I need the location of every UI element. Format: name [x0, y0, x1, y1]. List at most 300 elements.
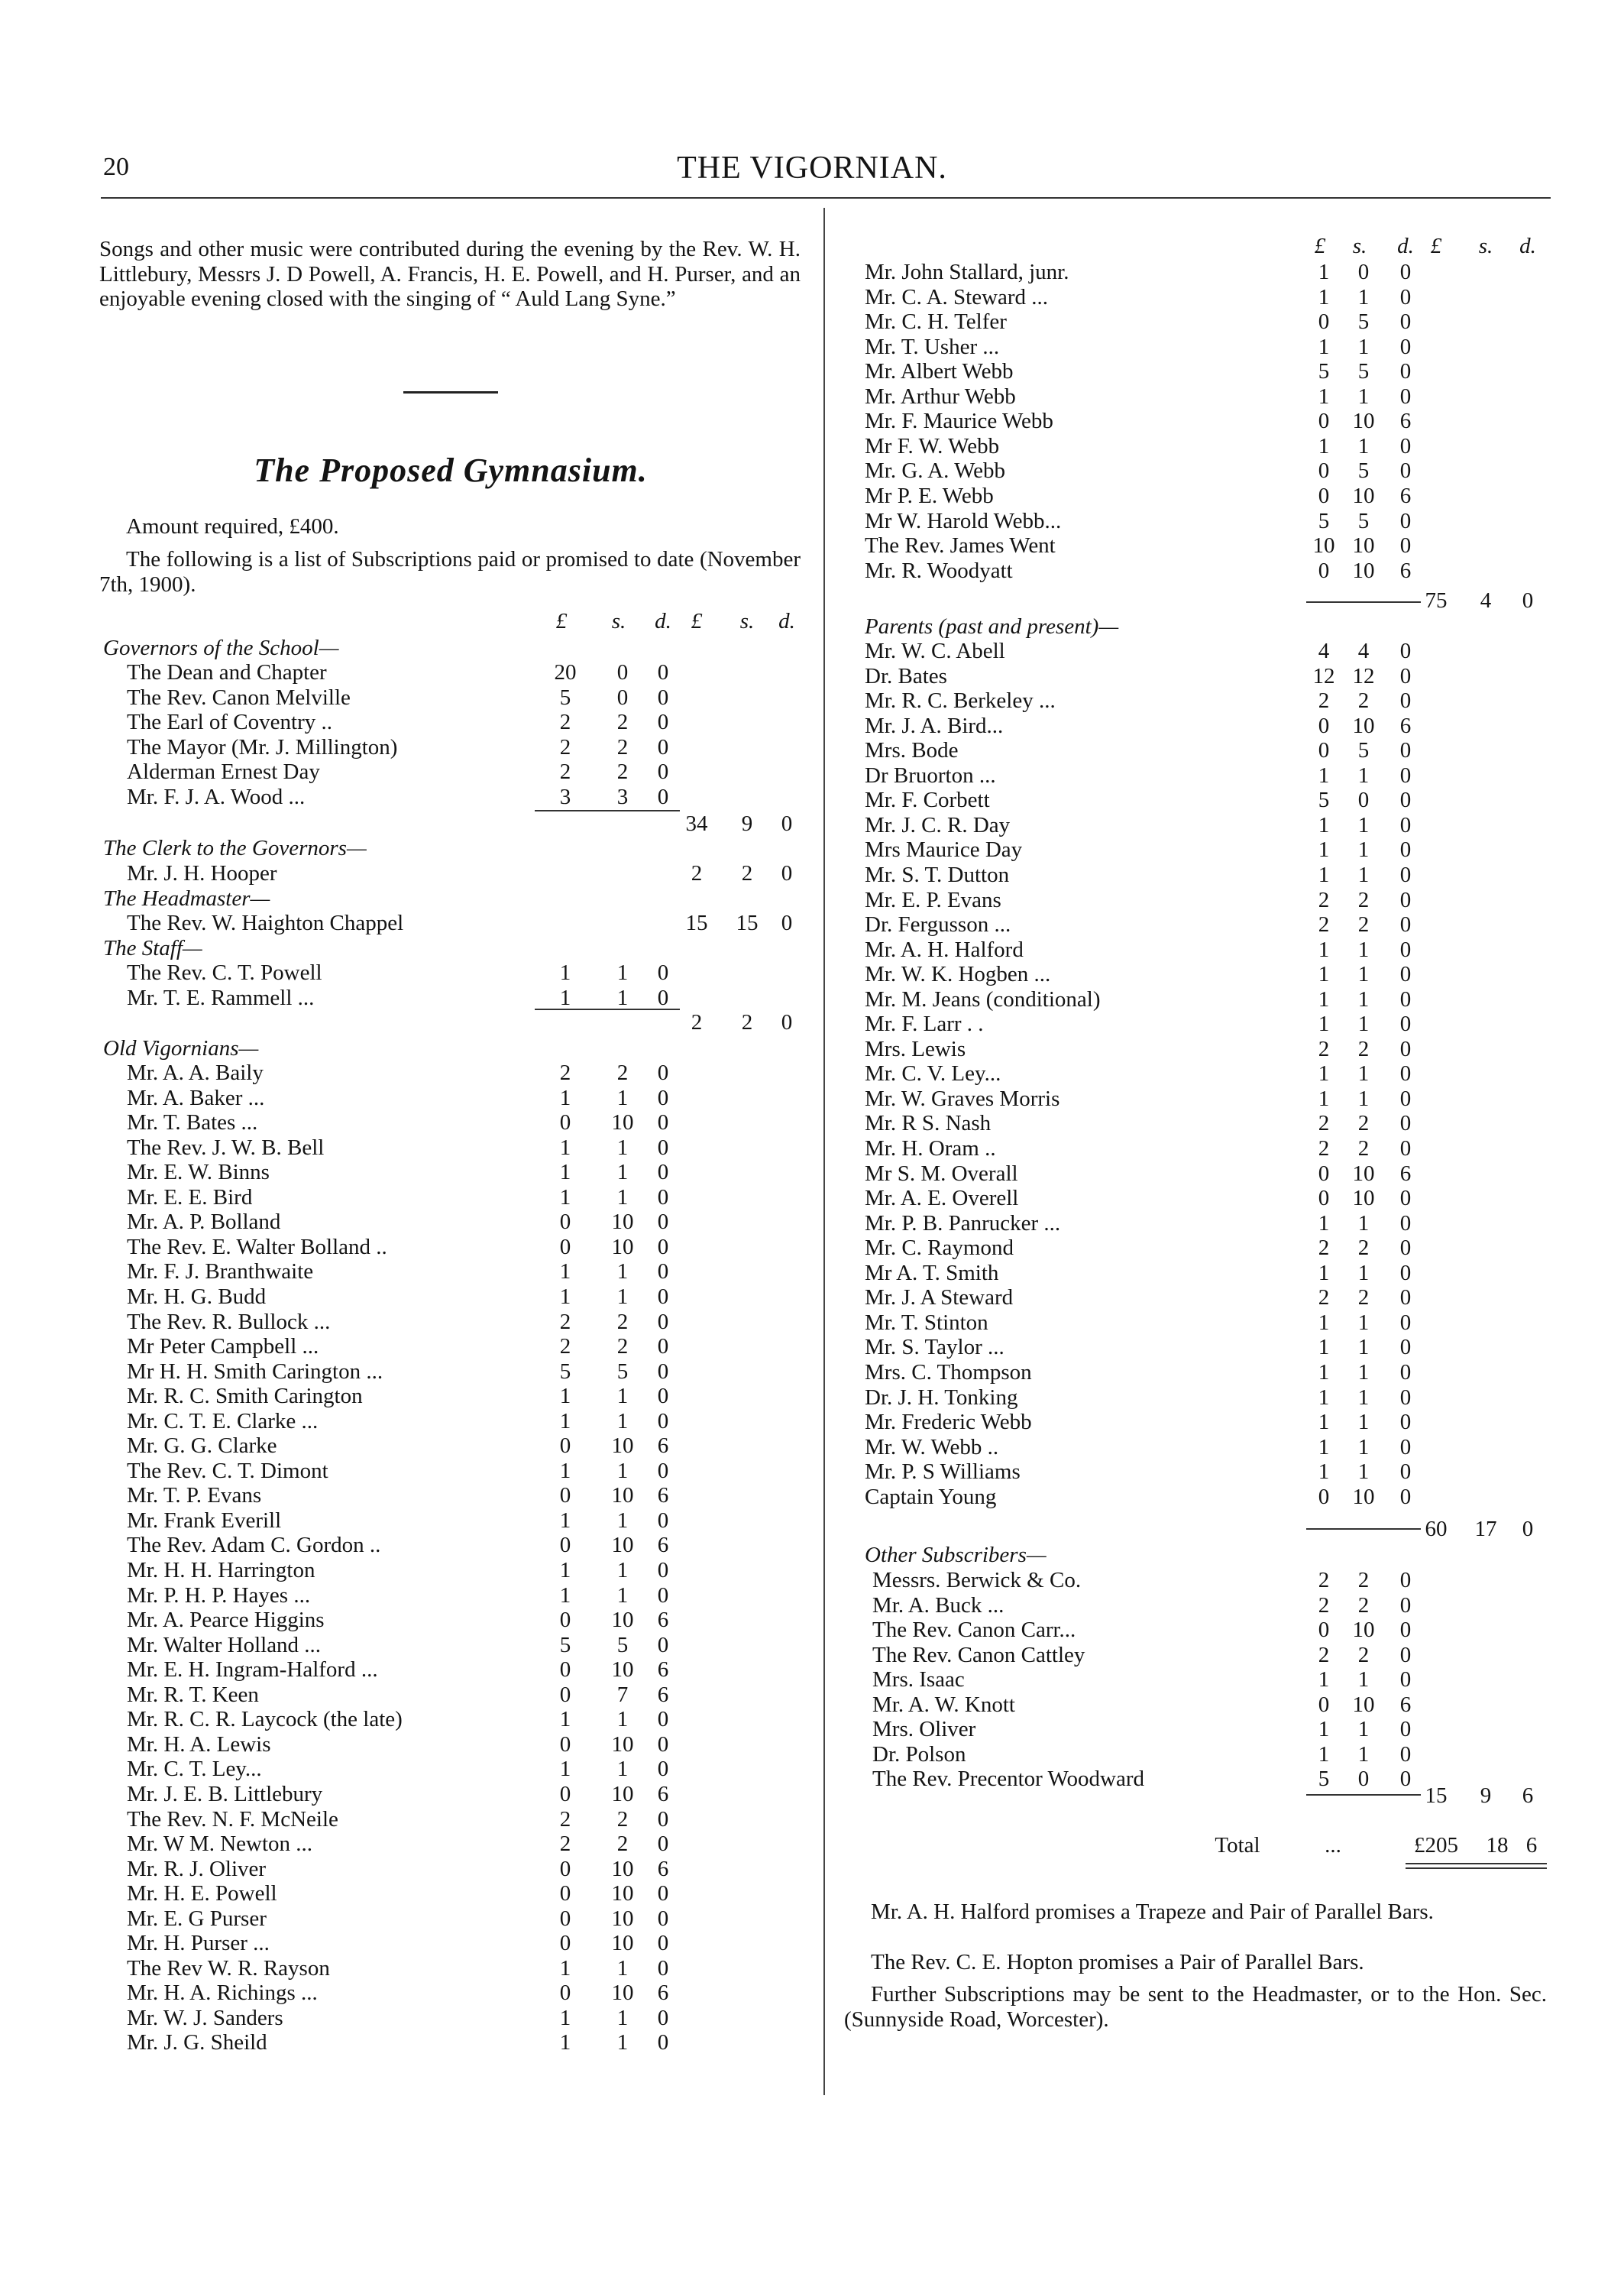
subscriber-name: Captain Young	[865, 1484, 997, 1509]
pounds-value: 1	[1318, 284, 1330, 309]
subscription-row	[127, 1683, 717, 1707]
subscription-row	[872, 1568, 1444, 1592]
shillings-value: 10	[611, 1433, 634, 1459]
pence-value: 0	[657, 1135, 669, 1160]
pounds-value: 1	[559, 2030, 571, 2055]
shillings-value: 1	[1357, 837, 1370, 863]
pounds-value: 1	[559, 960, 571, 985]
subscription-row	[127, 1981, 717, 2005]
grand-total-pounds: £205	[1414, 1833, 1458, 1858]
subscriber-name: Mr. A. P. Bolland	[127, 1210, 281, 1235]
pence-value: 0	[1399, 812, 1412, 837]
shillings-value: 10	[1352, 1618, 1375, 1643]
shillings-value: 5	[1357, 738, 1370, 763]
subscriber-name: Mr. F. Maurice Webb	[865, 409, 1053, 434]
shillings-value: 1	[616, 1558, 629, 1582]
pounds-value: 1	[559, 1757, 571, 1782]
subscription-row	[865, 1435, 1436, 1459]
subscriber-name: Mr. G. A. Webb	[865, 458, 1006, 484]
pence-value: 0	[1399, 639, 1412, 663]
shillings-value: 0	[616, 660, 629, 685]
subscriber-name: Mr. W. K. Hogben ...	[865, 962, 1051, 987]
subscription-row	[127, 1483, 717, 1508]
pence-header: d.	[1519, 234, 1536, 258]
shillings-value: 5	[1357, 309, 1370, 335]
subscription-row	[865, 664, 1436, 688]
shillings-value: 10	[611, 1731, 634, 1757]
pence-value: 0	[1399, 763, 1412, 788]
shillings-value: 10	[1352, 1692, 1375, 1717]
subscriber-name: The Rev. R. Bullock ...	[127, 1309, 331, 1334]
pounds-value: 0	[559, 1210, 571, 1235]
pence-value: 0	[657, 1234, 669, 1259]
pence-value: 0	[657, 2030, 669, 2055]
shillings-value: 1	[1357, 812, 1370, 837]
pounds-value: 2	[1318, 912, 1330, 938]
subscriber-name: Mr. E. H. Ingram-Halford ...	[127, 1657, 378, 1683]
subscriber-name: Mr. C. A. Steward ...	[865, 284, 1049, 309]
grand-total-shillings: 18	[1486, 1833, 1509, 1858]
shillings-value: 1	[616, 1757, 629, 1782]
pence-value: 0	[1399, 1260, 1412, 1285]
pounds-value: 2	[559, 1061, 571, 1085]
pence-value: 0	[657, 1384, 669, 1409]
subscriber-name: Alderman Ernest Day	[127, 760, 320, 785]
pence-value: 0	[1399, 284, 1412, 309]
total-shillings: 9	[741, 811, 753, 836]
pounds-value: 0	[559, 1856, 571, 1881]
subscriber-name: The Rev. E. Walter Bolland ..	[127, 1234, 387, 1259]
pence-value: 0	[1399, 862, 1412, 887]
group-heading: Parents (past and present)—	[865, 614, 1119, 639]
pence-value: 0	[1399, 1642, 1412, 1667]
shillings-value: 0	[1357, 260, 1370, 284]
shillings-value: 10	[611, 1906, 634, 1931]
pounds-value: 0	[1318, 309, 1330, 335]
pence-value: 0	[657, 1408, 669, 1433]
subscriber-name: Mr. H. Oram ..	[865, 1136, 996, 1161]
subscription-row	[127, 1633, 717, 1657]
total-pence: 0	[781, 811, 793, 836]
subscription-row	[865, 1211, 1436, 1236]
pounds-value: 5	[1318, 508, 1330, 533]
subscription-row	[127, 960, 717, 985]
pounds-value: 1	[559, 2005, 571, 2030]
pence-value: 6	[657, 1657, 669, 1683]
pence-value: 0	[1399, 1385, 1412, 1410]
total-pence: 6	[1522, 1783, 1534, 1808]
pence-value: 0	[657, 1632, 669, 1657]
subscription-row	[127, 1185, 717, 1210]
subscription-row	[865, 509, 1436, 533]
pence-value: 0	[1399, 384, 1412, 409]
subscriber-name: Mr. P. B. Panrucker ...	[865, 1210, 1061, 1236]
shilling-header: s.	[1478, 234, 1493, 258]
pounds-value: 0	[1318, 1186, 1330, 1211]
subscriber-name: Mr. T. Usher ...	[865, 334, 1000, 359]
subscription-row	[865, 1285, 1436, 1310]
shillings-value: 10	[611, 1657, 634, 1683]
pence-value: 0	[1399, 1484, 1412, 1509]
subscriber-name: Mr. E. P. Evans	[865, 887, 1001, 912]
shillings-value: 0	[1357, 1767, 1370, 1792]
pounds-value: 5	[1318, 359, 1330, 384]
total-pounds: 34	[685, 811, 708, 836]
subscription-row	[865, 434, 1436, 458]
subscriber-name: The Rev. Precentor Woodward	[872, 1767, 1145, 1792]
pence-value: 6	[657, 1682, 669, 1707]
subscriber-name: Mr. W. C. Abell	[865, 639, 1005, 663]
pence-value: 0	[1399, 688, 1412, 714]
pence-value: 6	[657, 1483, 669, 1508]
subscription-row	[127, 986, 717, 1010]
subscriber-name: Mr. E. E. Bird	[127, 1184, 253, 1210]
shillings-value: 2	[616, 1806, 629, 1832]
subscriber-name: Dr. Fergusson ...	[865, 912, 1011, 938]
shillings-value: 1	[1357, 284, 1370, 309]
pence-value: 0	[657, 1806, 669, 1832]
shillings-value: 1	[1357, 986, 1370, 1012]
shillings-value: 1	[1357, 1359, 1370, 1385]
shillings-value: 1	[616, 2030, 629, 2055]
pounds-value: 5	[559, 685, 571, 710]
pence-value: 0	[1399, 738, 1412, 763]
subscriber-name: Mr. E. G Purser	[127, 1906, 267, 1931]
subscription-row	[127, 1583, 717, 1608]
closing-note: The Rev. C. E. Hopton promises a Pair of Parallel Bars.	[871, 1950, 1364, 1974]
pence-value: 6	[1399, 483, 1412, 508]
pounds-value: 2	[1318, 1236, 1330, 1261]
shillings-value: 2	[1357, 1111, 1370, 1136]
shillings-value: 1	[1357, 1385, 1370, 1410]
subscription-row	[865, 987, 1436, 1012]
shillings-value: 10	[611, 1234, 634, 1259]
pounds-value: 2	[559, 1309, 571, 1334]
subscription-row	[865, 888, 1436, 912]
subscriber-name: The Rev. James Went	[865, 533, 1056, 559]
shillings-value: 5	[1357, 359, 1370, 384]
subscription-row	[865, 1037, 1436, 1061]
subscriber-name: Mr. R. C. R. Laycock (the late)	[127, 1707, 403, 1732]
subscription-row	[127, 1359, 717, 1384]
shillings-value: 1	[1357, 1667, 1370, 1692]
subscription-row	[872, 1717, 1444, 1741]
subscription-row	[127, 785, 717, 809]
shillings-value: 10	[611, 1981, 634, 2006]
pounds-value: 2	[1318, 887, 1330, 912]
subscriber-name: Mr. P. H. P. Hayes ...	[127, 1582, 311, 1608]
subscriber-name: Mr. T. P. Evans	[127, 1483, 262, 1508]
pence-value: 0	[1399, 1236, 1412, 1261]
subscription-row	[865, 260, 1436, 284]
shillings-value: 10	[1352, 713, 1375, 738]
column-divider	[823, 208, 825, 2095]
subscriber-name: Mr. Frank Everill	[127, 1508, 282, 1533]
shillings-value: 1	[616, 1458, 629, 1483]
pounds-value: 0	[559, 1981, 571, 2006]
pounds-value: 1	[1318, 1385, 1330, 1410]
subscription-row	[127, 1384, 717, 1408]
shillings-value: 1	[1357, 433, 1370, 458]
subscriber-name: The Rev W. R. Rayson	[127, 1955, 330, 1981]
subscriber-name: Mrs. Bode	[865, 738, 959, 763]
pence-value: 0	[1399, 937, 1412, 962]
subscription-row	[865, 335, 1436, 359]
subscriber-name: Mr. J. C. R. Day	[865, 812, 1011, 837]
subscriber-name: Dr. Polson	[872, 1741, 966, 1767]
shillings-value: 2	[616, 1334, 629, 1359]
pounds-value: 1	[559, 1284, 571, 1309]
subscriber-name: The Rev. Canon Carr...	[872, 1618, 1076, 1643]
shillings-value: 2	[1357, 887, 1370, 912]
subscription-row	[865, 384, 1436, 409]
pence-header: d.	[1397, 234, 1414, 258]
pence-value: 0	[1399, 359, 1412, 384]
subscription-row	[127, 1334, 717, 1359]
subscriber-name: Mr. John Stallard, junr.	[865, 260, 1069, 284]
total-shillings: 2	[741, 1010, 753, 1035]
shillings-value: 12	[1352, 663, 1375, 688]
group-heading: The Staff—	[103, 936, 202, 960]
shillings-value: 5	[616, 1632, 629, 1657]
subscriber-name: Mr. F. J. Branthwaite	[127, 1259, 314, 1284]
subscription-row	[865, 458, 1436, 483]
group-heading: Other Subscribers—	[865, 1543, 1047, 1567]
total-label: Total	[1215, 1833, 1260, 1858]
subscription-row	[865, 813, 1436, 837]
shillings-value: 1	[616, 960, 629, 985]
subscription-row	[127, 1931, 717, 1955]
shillings-value: 1	[1357, 1434, 1370, 1459]
subscription-row	[127, 685, 717, 710]
subscription-row	[865, 1459, 1436, 1484]
shillings-value: 1	[616, 985, 629, 1010]
shillings-value: 2	[1357, 912, 1370, 938]
subscriber-name: Mr. T. Stinton	[865, 1310, 988, 1335]
subscription-row	[127, 1110, 717, 1135]
pounds-value: 0	[559, 1781, 571, 1806]
shillings-value: 4	[1357, 639, 1370, 663]
pounds-value: 12	[1312, 663, 1335, 688]
subscription-row	[865, 484, 1436, 508]
pence-value: 0	[657, 660, 669, 685]
closing-note: Further Subscriptions may be sent to the Headmaster, or to the Hon. Sec. (Sunnyside Road, Worcester).	[844, 1982, 1547, 2032]
pounds-value: 5	[1318, 1767, 1330, 1792]
pounds-value: 1	[1318, 433, 1330, 458]
subscription-row	[872, 1618, 1444, 1642]
pounds-value: 0	[1318, 458, 1330, 484]
shillings-value: 2	[616, 760, 629, 785]
pounds-value: 0	[1318, 558, 1330, 583]
shillings-value: 1	[1357, 1310, 1370, 1335]
group-heading: The Clerk to the Governors—	[103, 836, 367, 860]
subscriber-name: Mr. Frederic Webb	[865, 1410, 1032, 1435]
pence-header: d.	[655, 609, 671, 633]
pounds-value: 0	[1318, 738, 1330, 763]
pounds-value: 1	[559, 1707, 571, 1732]
total-pounds: 75	[1425, 588, 1448, 613]
shillings-value: 2	[1357, 1592, 1370, 1618]
subscription-row	[865, 688, 1436, 713]
pence-value: 0	[657, 1906, 669, 1931]
shillings-value: 2	[1357, 1642, 1370, 1667]
pounds-value: 0	[559, 1682, 571, 1707]
subscriber-name: Mr. M. Jeans (conditional)	[865, 986, 1101, 1012]
pounds-value: 1	[559, 1582, 571, 1608]
pound-header: £	[691, 609, 703, 633]
subscription-row	[127, 1135, 717, 1160]
subscription-row	[127, 1160, 717, 1184]
subscriber-name: Mr. J. H. Hooper	[127, 861, 277, 886]
subscriber-name: Mr. F. Corbett	[865, 788, 990, 813]
total-pounds: 2	[691, 1010, 703, 1035]
pounds-value: 1	[1318, 1012, 1330, 1037]
pence-value: 0	[1399, 1434, 1412, 1459]
pence-value: 6	[657, 1781, 669, 1806]
subscription-row	[865, 1136, 1436, 1161]
pence-value: 6	[657, 1856, 669, 1881]
pounds-value: 5	[1318, 788, 1330, 813]
subtotal-rule	[1406, 1863, 1547, 1864]
total-pence: 0	[781, 861, 793, 886]
subscription-row	[865, 1161, 1436, 1186]
pounds-value: 0	[559, 1483, 571, 1508]
subscription-row	[127, 1707, 717, 1731]
subscription-row	[865, 533, 1436, 558]
pounds-value: 0	[559, 1608, 571, 1633]
pence-value: 0	[1399, 260, 1412, 284]
shillings-value: 1	[1357, 1717, 1370, 1742]
pence-value: 0	[1399, 1741, 1412, 1767]
pence-value: 0	[1399, 1667, 1412, 1692]
shillings-value: 1	[1357, 1741, 1370, 1767]
shillings-value: 2	[616, 710, 629, 735]
shillings-value: 10	[1352, 483, 1375, 508]
subscriber-name: Mr. J. A. Bird...	[865, 713, 1004, 738]
subscriber-name: Mr W. Harold Webb...	[865, 508, 1062, 533]
pence-value: 0	[657, 1881, 669, 1906]
pence-value: 0	[657, 1508, 669, 1533]
subscriber-name: The Rev. Canon Cattley	[872, 1642, 1085, 1667]
subscription-row	[865, 409, 1436, 433]
subscriber-name: Mr S. M. Overall	[865, 1161, 1018, 1186]
shillings-value: 1	[1357, 1335, 1370, 1360]
pounds-value: 1	[1318, 986, 1330, 1012]
pounds-value: 0	[559, 1234, 571, 1259]
subscriber-name: The Rev. C. T. Dimont	[127, 1458, 328, 1483]
total-shillings: 4	[1480, 588, 1492, 613]
pence-value: 0	[1399, 334, 1412, 359]
pence-value: 0	[657, 760, 669, 785]
shillings-value: 10	[611, 1608, 634, 1633]
subscription-row	[127, 1433, 717, 1458]
subscriber-name: Mr. C. Raymond	[865, 1236, 1014, 1261]
pounds-value: 5	[559, 1359, 571, 1384]
subscriber-name: Mr. J. A Steward	[865, 1285, 1014, 1310]
subscription-row	[865, 1012, 1436, 1036]
shillings-value: 1	[1357, 1086, 1370, 1111]
pence-value: 0	[1399, 309, 1412, 335]
pound-header: £	[1314, 234, 1326, 258]
shillings-value: 1	[1357, 1260, 1370, 1285]
grand-total-pence: 6	[1525, 1833, 1538, 1858]
pence-value: 0	[1399, 663, 1412, 688]
pence-value: 0	[1399, 1359, 1412, 1385]
subtotal-rule	[1406, 1867, 1547, 1869]
pounds-value: 1	[559, 1508, 571, 1533]
list-intro: The following is a list of Subscriptions paid or promised to date (November 7th, 1900).	[99, 547, 801, 597]
subscriber-name: The Rev. J. W. B. Bell	[127, 1135, 325, 1160]
subscriber-name: Mr. F. J. A. Wood ...	[127, 784, 306, 809]
shillings-value: 2	[1357, 1236, 1370, 1261]
subscription-row	[127, 1807, 717, 1832]
closing-note: Mr. A. H. Halford promises a Trapeze and Pair of Parallel Bars.	[871, 1900, 1434, 1924]
subscriber-name: Mr. C. T. E. Clarke ...	[127, 1408, 319, 1433]
subscriber-name: Mrs. Lewis	[865, 1036, 966, 1061]
subscriber-name: Mr. W. J. Sanders	[127, 2005, 283, 2030]
shillings-value: 1	[616, 1259, 629, 1284]
pounds-value: 0	[1318, 483, 1330, 508]
pence-value: 0	[1399, 1136, 1412, 1161]
pounds-value: 1	[1318, 1717, 1330, 1742]
subscriber-name: Mr. H. A. Richings ...	[127, 1981, 318, 2006]
shillings-value: 10	[611, 1781, 634, 1806]
shillings-value: 2	[1357, 1568, 1370, 1592]
shillings-value: 1	[1357, 1459, 1370, 1485]
pounds-value: 2	[1318, 1568, 1330, 1592]
subscription-row	[127, 1657, 717, 1682]
subscriber-name: Mr. C. H. Telfer	[865, 309, 1007, 335]
subscriber-name: Mr. H. E. Powell	[127, 1881, 277, 1906]
subscriber-name: Mr. R. Woodyatt	[865, 558, 1013, 583]
pounds-value: 20	[554, 660, 577, 685]
pence-value: 6	[657, 1533, 669, 1558]
subscriber-name: Mr. C. T. Ley...	[127, 1757, 262, 1782]
pence-value: 0	[657, 1334, 669, 1359]
total-pence: 0	[781, 911, 793, 935]
subscription-row	[127, 1906, 717, 1931]
pence-value: 0	[657, 1931, 669, 1956]
pounds-value: 1	[559, 1259, 571, 1284]
shillings-value: 1	[1357, 763, 1370, 788]
total-shillings: 2	[741, 861, 753, 886]
pence-value: 0	[657, 1210, 669, 1235]
subscriber-name: The Rev. Adam C. Gordon ..	[127, 1533, 381, 1558]
pounds-value: 1	[1318, 1335, 1330, 1360]
subscriber-name: Mr. A. Pearce Higgins	[127, 1608, 325, 1633]
pence-value: 0	[657, 1707, 669, 1732]
subscriber-name: Mr. A. A. Baily	[127, 1061, 264, 1085]
pence-value: 0	[1399, 1210, 1412, 1236]
shillings-value: 2	[1357, 688, 1370, 714]
pounds-value: 2	[559, 710, 571, 735]
pound-header: £	[555, 609, 568, 633]
shillings-value: 1	[1357, 1061, 1370, 1087]
pence-value: 0	[657, 1359, 669, 1384]
subscription-row	[127, 2030, 717, 2055]
shillings-value: 0	[616, 685, 629, 710]
pence-value: 0	[1399, 1186, 1412, 1211]
subscriber-name: Mrs. C. Thompson	[865, 1359, 1032, 1385]
pence-value: 0	[657, 1955, 669, 1981]
total-pence: 0	[1522, 588, 1534, 613]
shillings-value: 10	[611, 1881, 634, 1906]
shillings-value: 10	[1352, 409, 1375, 434]
shillings-value: 10	[1352, 558, 1375, 583]
pounds-value: 2	[1318, 1136, 1330, 1161]
subscription-row	[865, 714, 1436, 738]
shillings-value: 10	[1352, 533, 1375, 559]
